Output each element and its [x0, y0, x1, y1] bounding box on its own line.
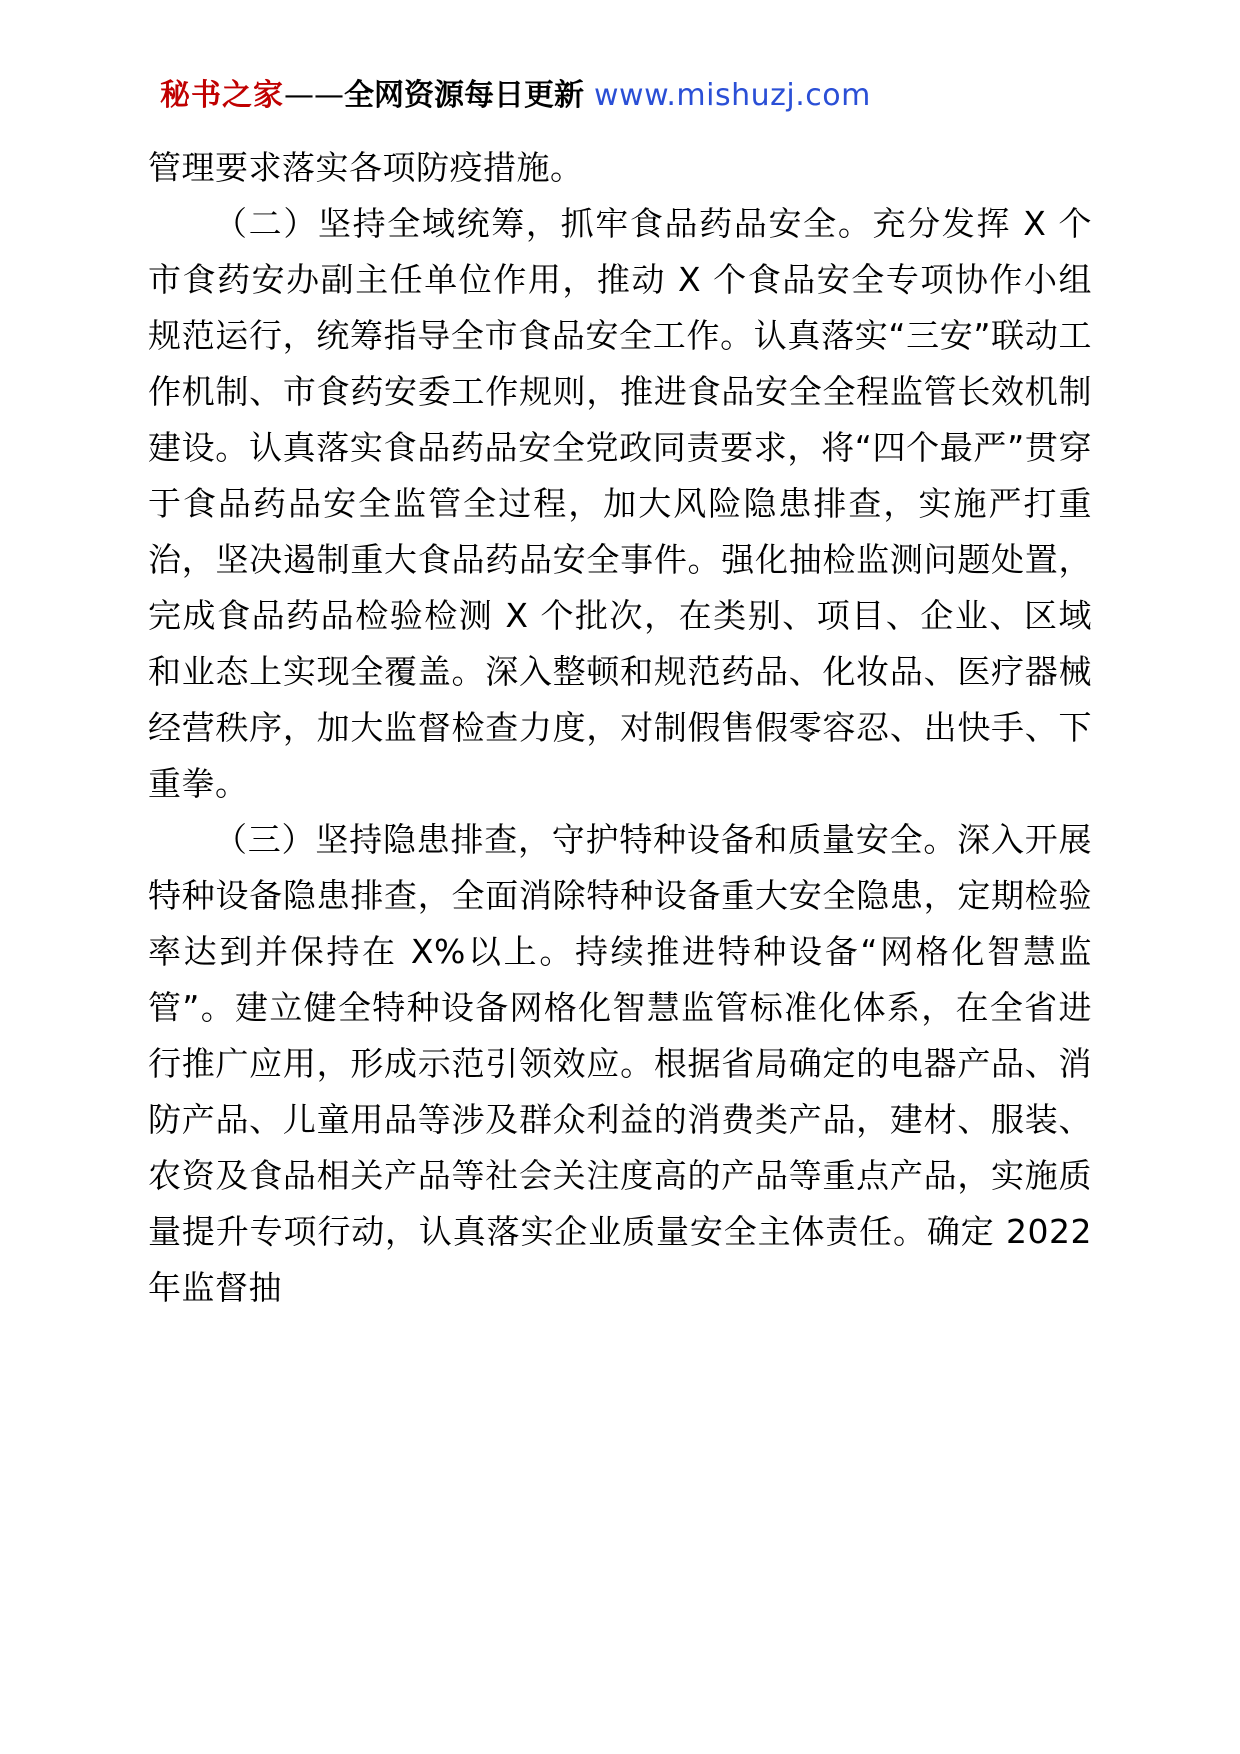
document-body — [148, 140, 1092, 1316]
paragraph-section-two: （二）坚持全域统筹，抓牢食品药品安全。充分发挥 X 个市食药安办副主任单位作用，推动 X 个食品安全专项协作小组规范运行，统筹指导全市食品安全工作。认真落实“三安”联动工作机制、市食药安委工作规则，推进食品安全全程监管长效机制建设。认真落实食品药品安全党政同责要求，将“四个最严”贯穿于食品药品安全监管全过程，加大风险隐患排查，实施严打重治，坚决遏制重大食品药品安全事件。强化抽检监测问题处置，完成食品药品检验检测 X 个批次，在类别、项目、企业、区域和业态上实现全覆盖。深入整顿和规范药品、化妆品、医疗器械经营秩序，加大监督检查力度，对制假售假零容忍、出快手、下重拳。 — [148, 204, 1092, 803]
watermark-brand: 秘书之家 — [160, 78, 284, 113]
site-watermark — [160, 78, 1092, 114]
paragraph-section-three: （三）坚持隐患排查，守护特种设备和质量安全。深入开展特种设备隐患排查，全面消除特种设备重大安全隐患，定期检验率达到并保持在 X%以上。持续推进特种设备“网格化智慧监管”。建立健全特种设备网格化智慧监管标准化体系，在全省进行推广应用，形成示范引领效应。根据省局确定的电器产品、消防产品、儿童用品等涉及群众利益的消费类产品，建材、服装、农资及食品相关产品等社会关注度高的产品等重点产品，实施质量提升专项行动，认真落实企业质量安全主体责任。确定 2022 年监督抽 — [148, 820, 1092, 1307]
watermark-url[interactable]: www.mishuzj.com — [594, 78, 871, 113]
paragraph-continued: 管理要求落实各项防疫措施。 — [148, 148, 584, 187]
watermark-separator: —— — [284, 78, 344, 113]
watermark-tagline: 全网资源每日更新 — [344, 78, 584, 113]
